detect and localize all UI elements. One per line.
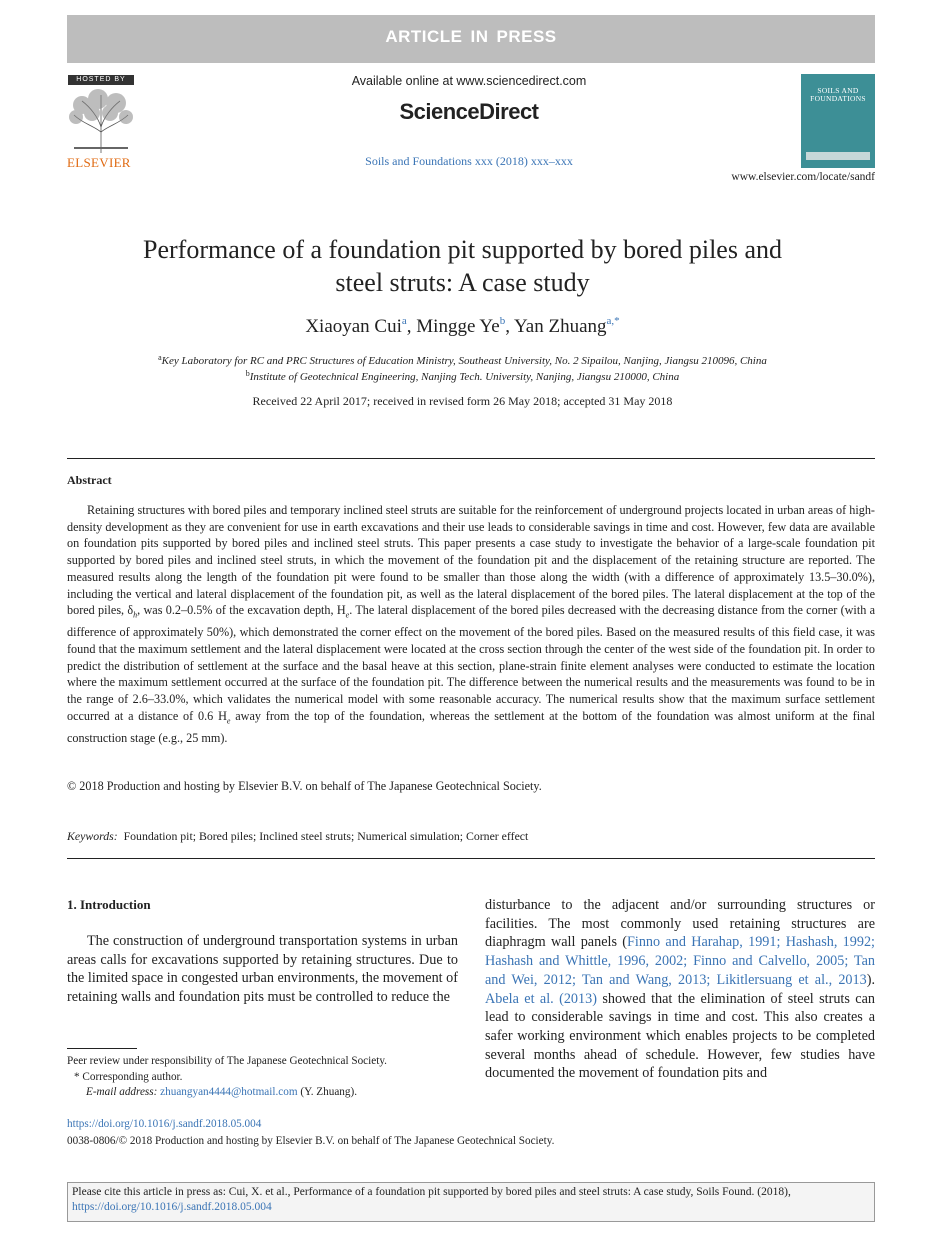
corresponding-author-note: * Corresponding author. [74, 1071, 183, 1083]
article-in-press-banner: ARTICLE IN PRESS [67, 15, 875, 63]
journal-reference[interactable]: Soils and Foundations xxx (2018) xxx–xxx [365, 154, 573, 168]
peer-review-note: Peer review under responsibility of The Japanese Geotechnical Society. [67, 1055, 387, 1067]
elsevier-url[interactable]: www.elsevier.com/locate/sandf [731, 171, 875, 183]
author-name[interactable]: Xiaoyan Cui [305, 316, 402, 337]
elsevier-wordmark: ELSEVIER [67, 155, 131, 170]
divider [67, 458, 875, 459]
intro-right-column: disturbance to the adjacent and/or surrounding structures or facilities. The most commonly used retaining structures are diaphragm wall panels (Finno and Harahap, 1991; Hashash, 1992; Hashash and Whittle, 1996, 2002; Finno and Calvello, 2005; Tan and Wei, 2012; Tan and Wang, 2013; Likitlersuang et al., 2013). Abela et al. (2013) showed that the elimination of steel struts can lead to considerable savings in time and cost. This also creates a safer working environment which enables projects to be completed several months ahead of schedule. However, few studies have documented the movement of foundation pits and [485, 897, 875, 1082]
article-dates: Received 22 April 2017; received in revised form 26 May 2018; accepted 31 May 2018 [252, 394, 673, 408]
article-title: Performance of a foundation pit supported by bored piles and steel struts: A case study [143, 235, 782, 297]
footnote-divider [67, 1048, 137, 1049]
citation-link[interactable]: Abela et al. (2013) [485, 990, 597, 1007]
affiliation-b: $^b$Institute of Geotechnical Engineering, Nanjing Tech. University, Nanjing, Jiangsu 210000, China [245, 369, 680, 383]
issn-line: 0038-0806/© 2018 Production and hosting by Elsevier B.V. on behalf of The Japanese Geotechnical Society. [67, 1135, 555, 1147]
sciencedirect-logo: ScienceDirect [399, 99, 539, 124]
divider [67, 858, 875, 859]
section-heading: 1. Introduction [67, 897, 151, 912]
citation-doi-link[interactable]: https://doi.org/10.1016/j.sandf.2018.05.004 [72, 1201, 272, 1213]
journal-cover-title: SOILS AND FOUNDATIONS [810, 86, 866, 103]
author-list: Xiaoyan Cui$^a$, Mingge Ye$^b$, Yan Zhuang$^{a,*}$ [305, 315, 620, 337]
intro-left-column: The construction of underground transportation systems in urban areas calls for excavations supported by retaining structures. Due to the limited space in congested urban environments, the movement of retaining walls and foundation pits must be controlled to reduce the [67, 933, 458, 1006]
author-name[interactable]: Mingge Ye [416, 316, 500, 337]
cover-footer-strip [806, 152, 870, 160]
abstract-copyright: © 2018 Production and hosting by Elsevier B.V. on behalf of The Japanese Geotechnical Society. [67, 779, 542, 793]
doi-link[interactable]: https://doi.org/10.1016/j.sandf.2018.05.004 [67, 1118, 262, 1130]
elsevier-tree-logo [68, 87, 134, 155]
email-note: E-mail address: zhuangyan4444@hotmail.com (Y. Zhuang). [86, 1086, 357, 1098]
abstract-text: Retaining structures with bored piles and temporary inclined steel struts are suitable for the reinforcement of underground projects located in urban areas of high-density development as they are convenient for use in earth excavations and their use leads to considerable savings in time and cost. However, few data are available on foundation pits supported by bored piles and inclined steel struts. This paper presents a case study to investigate the behavior of a large-scale foundation pit supported by bored piles and inclined steel struts, in which the movement of the foundation pit and the displacement of the retaining structure are reported. The measured results along the length of the foundation pit were found to be smaller than those along the width (with a difference of approximately 13.5–30.0%), including the vertical and lateral displacement of the foundation pit, as well as the lateral displacement of the bored piles. The lateral displacement at the top of the bored piles, $\delta_h$, was 0.2–0.5% of the excavation depth, $H_e$. The lateral displacement of the bored piles decreased with the decreasing distance from the corner (with a difference of approximately 50%), which demonstrated the corner effect on the movement of the bored piles. Based on the measured results of this field case, it was found that the maximum settlement and the lateral displacement were located at the cross section through the center of the west side of the foundation pit. In order to predict the distribution of settlement at the surface and the basal heave at this section, plane-strain finite element analyses were conducted to estimate the location where the maximum settlement occurred at the surface of the foundation pit. The difference between the numerical results and the measurements was found to be in the range of 2.6–33.0%, which validates the numerical model with some reasonable accuracy. The numerical results show that the maximum surface settlement occurred at a distance of 0.6 $H_e$ away from the top of the foundation, whereas the settlement at the bottom of the foundation was almost uniform at the final construction stage (e.g., 25 mm). [67, 503, 876, 746]
abstract-heading: Abstract [67, 473, 112, 487]
keywords: Keywords: Foundation pit; Bored piles; Inclined steel struts; Numerical simulation; Corner effect [67, 829, 529, 843]
citation-link[interactable]: Finno and Harahap, 1991; Hashash, 1992; Hashash and Whittle, 1996, 2002; Finno and Calvello, 2005; Tan and Wei, 2012; Tan and Wang, 2013; Likitlersuang et al., 2013 [485, 934, 875, 988]
available-online: Available online at www.sciencedirect.com [351, 74, 587, 88]
hosted-by-label: HOSTED BY [68, 75, 134, 85]
affiliation-a: $^a$Key Laboratory for RC and PRC Structures of Education Ministry, Southeast University, No. 2 Sipailou, Nanjing, Jiangsu 210096, China [158, 353, 767, 367]
author-name[interactable]: Yan Zhuang [513, 316, 607, 337]
citation-box: Please cite this article in press as: Cui, X. et al., Performance of a foundation pit supported by bored piles and steel struts: A case study, Soils Found. (2018), https://doi.org/10.1016/j.sandf.2018.05.004 [67, 1182, 875, 1222]
email-link[interactable]: zhuangyan4444@hotmail.com [160, 1086, 298, 1098]
